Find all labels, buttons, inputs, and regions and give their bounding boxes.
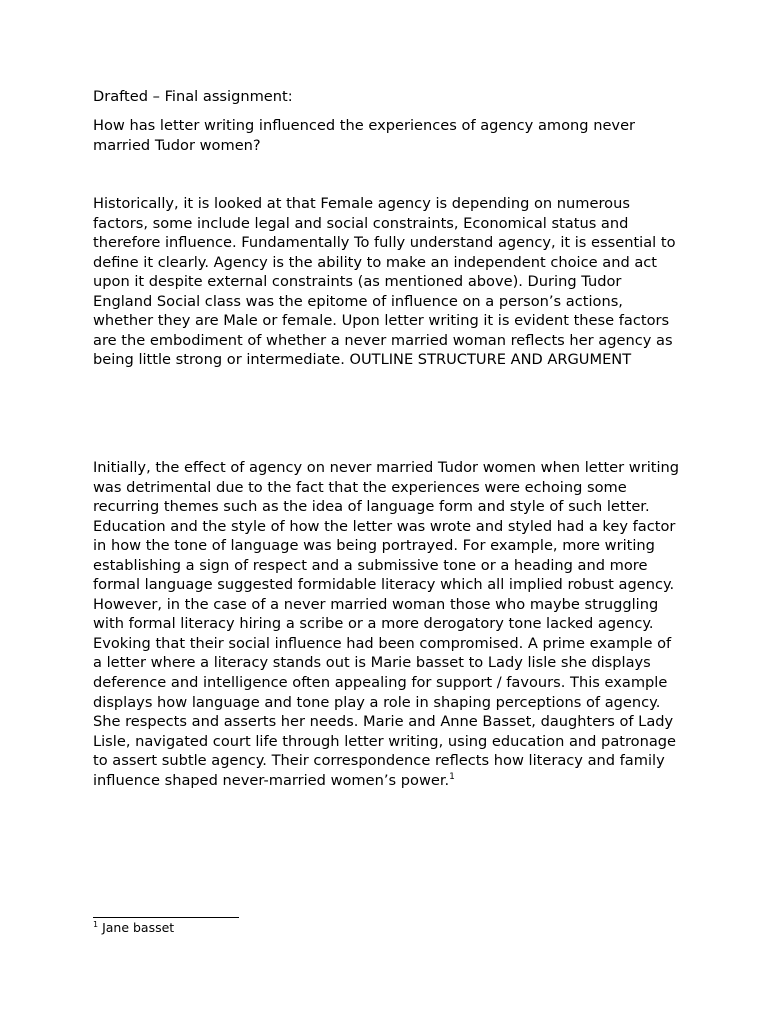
footnote (93, 920, 174, 936)
document-heading: Drafted – Final assignment: (93, 88, 293, 105)
footnote-text: Jane basset (98, 920, 175, 935)
introduction-paragraph (93, 194, 683, 370)
footnote-reference[interactable]: 1 (449, 771, 455, 782)
footnote-number: 1 (93, 919, 99, 929)
body-paragraph (93, 458, 683, 790)
footnote-separator (93, 917, 239, 918)
research-question: How has letter writing influenced the experiences of agency among never married Tudor women? (93, 117, 636, 154)
introduction-text: Historically, it is looked at that Female agency is depending on numerous factors, some include legal and social constraints, Economical status and therefore influence. Fundamentally To fully understand agency, it is essential to define it clearly. Agency is the ability to make an independent choice and act upon it despite external constraints (as mentioned above). During Tudor England Social class was the epitome of influence on a person’s actions, whether they are Male or female. Upon letter writing it is evident these factors are the embodiment of whether a never married woman reflects her agency as being little strong or intermediate. OUTLINE STRUCTURE AND ARGUMENT (93, 195, 676, 369)
body-paragraph-text: Initially, the effect of agency on never married Tudor women when letter writing was detrimental due to the fact that the experiences were echoing some recurring themes such as the idea of language form and style of such letter. Education and the style of how the letter was wrote and styled had a key factor in how the tone of language was being portrayed. For example, more writing establishing a sign of respect and a submissive tone or a heading and more formal language suggested formidable literacy which all implied robust agency. However, in the case of a never married woman those who maybe struggling with formal literacy hiring a scribe or a more derogatory tone lacked agency. Evoking that their social influence had been compromised. A prime example of a letter where a literacy stands out is Marie basset to Lady lisle she displays deference and intelligence often appealing for support / favours. This example displays how language and tone play a role in shaping perceptions of agency. She respects and asserts her needs. Marie and Anne Basset, daughters of Lady Lisle, navigated court life through letter writing, using education and patronage to assert subtle agency. Their correspondence reflects how literacy and family influence shaped never-married women’s power. (93, 459, 680, 789)
